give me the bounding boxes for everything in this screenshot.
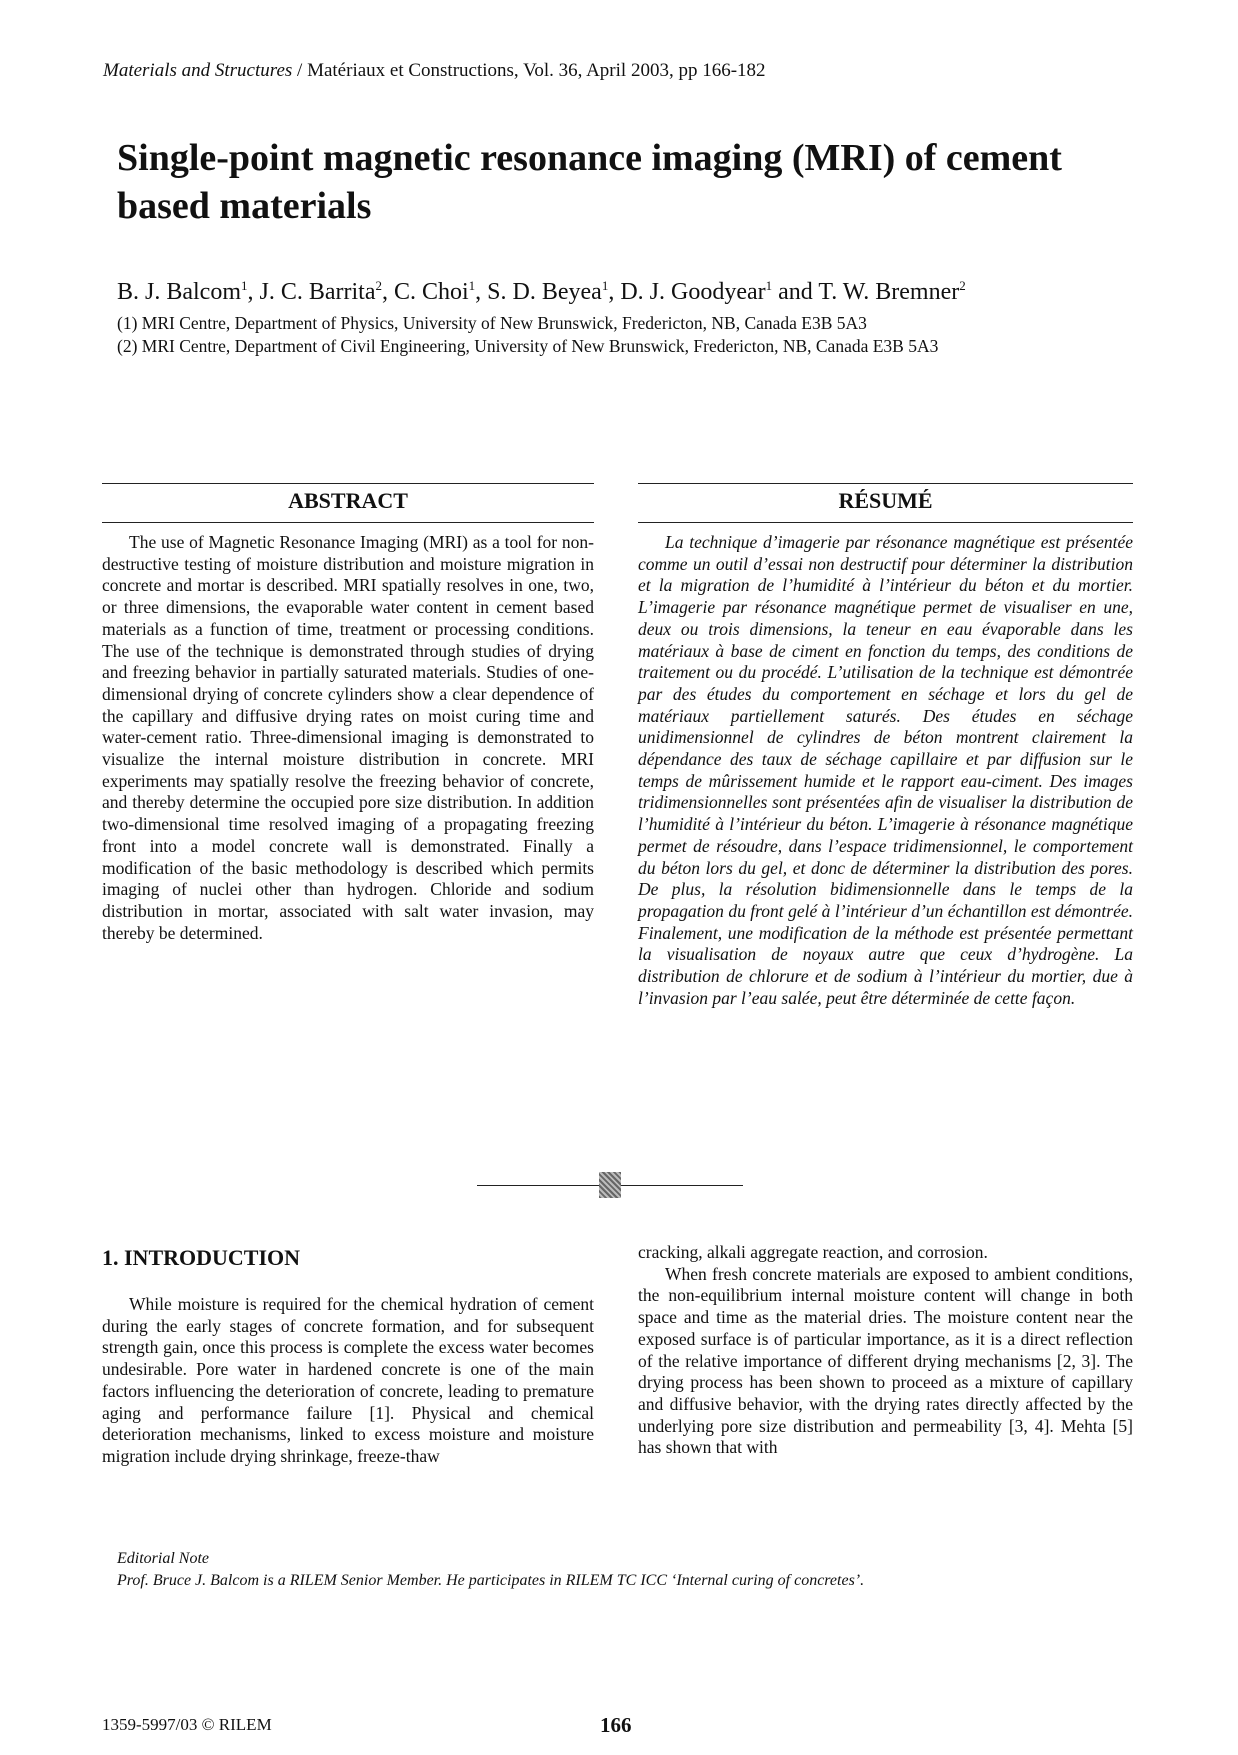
footer-issn: 1359-5997/03 © RILEM <box>102 1715 272 1734</box>
abstract-heading: ABSTRACT <box>288 488 408 513</box>
intro-paragraph-1: While moisture is required for the chemical hydration of cement during the early stages of concrete formation, and for subsequent strength gain, once this process is complete the excess water becomes undesirable. Pore water in hardened concrete is one of the main factors influencing the deterioration of concrete, leading to premature aging and performance failure [1]. Physical and chemical deterioration mechanisms, linked to excess moisture and moisture migration include drying shrinkage, freeze-thaw <box>102 1294 594 1466</box>
page-number: 166 <box>600 1713 632 1737</box>
divider-line-left <box>477 1185 599 1186</box>
resume-rule-bottom <box>638 522 1133 523</box>
ornament-icon <box>599 1172 621 1198</box>
resume-text: La technique d’imagerie par résonance magnétique est présentée comme un outil d’essai non destructif pour déterminer la distribution et la migration de l’humidité à l’intérieur du béton et du mortier. L’imagerie par résonance magnétique permet de visualiser en une, deux ou trois dimensions, la teneur en eau évaporable dans les matériaux à base de ciment en fonction du temps, des conditions de traitement ou du procédé. L’utilisation de la technique est démontrée par des études du comportement en séchage et lors du gel de matériaux partiellement saturés. Des études en séchage unidimensionnel de cylindres de béton montrent clairement la dépendance des taux de séchage capillaire et par diffusion sur le temps de mûrissement humide et le rapport eau-ciment. Des images tridimensionnelles sont présentées afin de visualiser la distribution de l’humidité à l’intérieur du béton. L’imagerie à résonance magnétique permet de résoudre, dans l’espace tridimensionnel, le comportement du béton lors du gel, et donc de déterminer la distribution des pores. De plus, la résolution bidimensionnelle dans le temps de la propagation du front gelé à l’intérieur d’un échantillon est démontrée. Finalement, une modification de la méthode est présentée permettant la visualisation de noyaux autre que ceux d’hydrogène. La distribution de chlorure et de sodium à l’intérieur du mortier, due à l’invasion par l’eau salée, peut être déterminée de cette façon. <box>638 532 1133 1008</box>
divider-line-right <box>621 1185 743 1186</box>
paper-title: Single-point magnetic resonance imaging (MRI) of cement based materials <box>117 137 1062 227</box>
author: J. C. Barrita$^2$, <box>259 278 394 305</box>
resume-heading: RÉSUMÉ <box>838 488 933 513</box>
affiliation-1: (1) MRI Centre, Department of Physics, University of New Brunswick, Fredericton, NB, Canada E3B 5A3 <box>117 313 867 333</box>
editorial-note-label: Editorial Note <box>117 1550 209 1567</box>
author-list <box>117 278 966 306</box>
journal-name: Materials and Structures <box>103 60 293 81</box>
intro-right-column <box>638 1242 1133 1459</box>
journal-details: / Matériaux et Constructions, Vol. 36, April 2003, pp 166-182 <box>292 60 766 81</box>
author: B. J. Balcom$^1$, <box>117 278 260 305</box>
author: C. Choi$^1$, <box>393 278 488 305</box>
resume-rule-top <box>638 483 1133 484</box>
abstract-body <box>102 532 594 944</box>
intro-left-column <box>102 1294 594 1468</box>
introduction-heading: 1. INTRODUCTION <box>102 1245 301 1270</box>
author: S. D. Beyea$^1$, <box>487 278 621 305</box>
author: T. W. Bremner$^2$ <box>818 278 966 305</box>
editorial-note-text: Prof. Bruce J. Balcom is a RILEM Senior Member. He participates in RILEM TC ICC ‘Internal curing of concretes’. <box>117 1572 865 1589</box>
abstract-rule-bottom <box>102 522 594 523</box>
abstract-rule-top <box>102 483 594 484</box>
intro-paragraph-2: When fresh concrete materials are exposed to ambient conditions, the non-equilibrium internal moisture content will change in both space and time as the material dries. The moisture content near the exposed surface is of particular importance, as it is a direct reflection of the relative importance of different drying mechanisms [2, 3]. The drying process has been shown to proceed as a mixture of capillary and diffusive behavior, with the drying rates directly affected by the underlying pore size distribution and permeability [3, 4]. Mehta [5] has shown that with <box>638 1263 1133 1458</box>
intro-continuation: cracking, alkali aggregate reaction, and corrosion. <box>638 1242 988 1262</box>
journal-header <box>103 60 766 82</box>
author: D. J. Goodyear$^1$ and <box>620 278 819 305</box>
affiliation-2: (2) MRI Centre, Department of Civil Engineering, University of New Brunswick, Fredericton, NB, Canada E3B 5A3 <box>117 336 939 356</box>
resume-body <box>638 532 1133 1009</box>
abstract-text: The use of Magnetic Resonance Imaging (MRI) as a tool for non-destructive testing of moisture distribution and moisture migration in concrete and mortar is described. MRI spatially resolves in one, two, or three dimensions, the evaporable water content in cement based materials as a function of time, treatment or processing conditions. The use of the technique is demonstrated through studies of drying and freezing behavior in partially saturated materials. Studies of one-dimensional drying of concrete cylinders show a clear dependence of the capillary and diffusive drying rates on moist curing time and water-cement ratio. Three-dimensional imaging is demonstrated to visualize the internal moisture distribution in concrete. MRI experiments may spatially resolve the freezing behavior of concrete, and thereby determine the occupied pore size distribution. In addition two-dimensional time resolved imaging of a propagating freezing front into a model concrete wall is demonstrated. Finally a modification of the basic methodology is described which permits imaging of nuclei other than hydrogen. Chloride and sodium distribution in mortar, associated with salt water invasion, may thereby be determined. <box>102 532 594 943</box>
